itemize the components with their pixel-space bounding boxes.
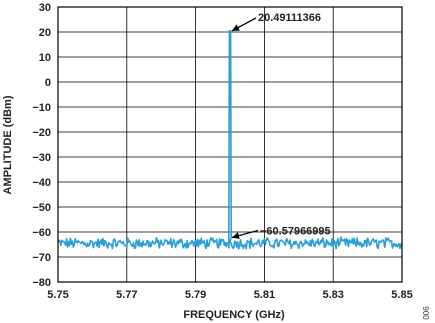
y-tick-label: −30 <box>32 152 51 164</box>
x-tick-label: 5.83 <box>322 289 344 301</box>
x-tick-label: 5.75 <box>47 289 69 301</box>
floor-annotation: −60.57966995 <box>260 225 331 238</box>
y-tick-label: −80 <box>32 277 51 289</box>
y-axis-title: AMPLITUDE (dBm) <box>2 95 14 195</box>
spectrum-series <box>58 31 402 249</box>
annotations <box>232 12 331 239</box>
y-tick-label: −50 <box>32 202 51 214</box>
y-tick-label: 0 <box>44 77 51 89</box>
x-tick-label: 5.77 <box>116 289 138 301</box>
x-axis-title: FREQUENCY (GHz) <box>183 309 285 321</box>
y-tick-label: −10 <box>32 102 51 114</box>
figure-id: 006 <box>422 306 431 320</box>
y-tick-label: 10 <box>38 52 51 64</box>
x-tick-label: 5.79 <box>184 289 207 301</box>
y-tick-label: −40 <box>32 177 51 189</box>
y-tick-label: −60 <box>32 227 51 239</box>
peak-annotation: 20.49111366 <box>258 12 322 24</box>
y-tick-label: −70 <box>32 252 51 264</box>
y-tick-label: −20 <box>32 127 51 139</box>
floor-arrow-head <box>232 232 240 239</box>
y-tick-label: 20 <box>38 27 51 39</box>
y-tick-labels <box>32 2 51 289</box>
x-tick-label: 5.81 <box>253 289 276 301</box>
spectrum-trace <box>58 31 402 249</box>
x-tick-labels <box>47 289 412 301</box>
x-tick-label: 5.85 <box>391 289 413 301</box>
y-tick-label: 30 <box>38 2 51 14</box>
